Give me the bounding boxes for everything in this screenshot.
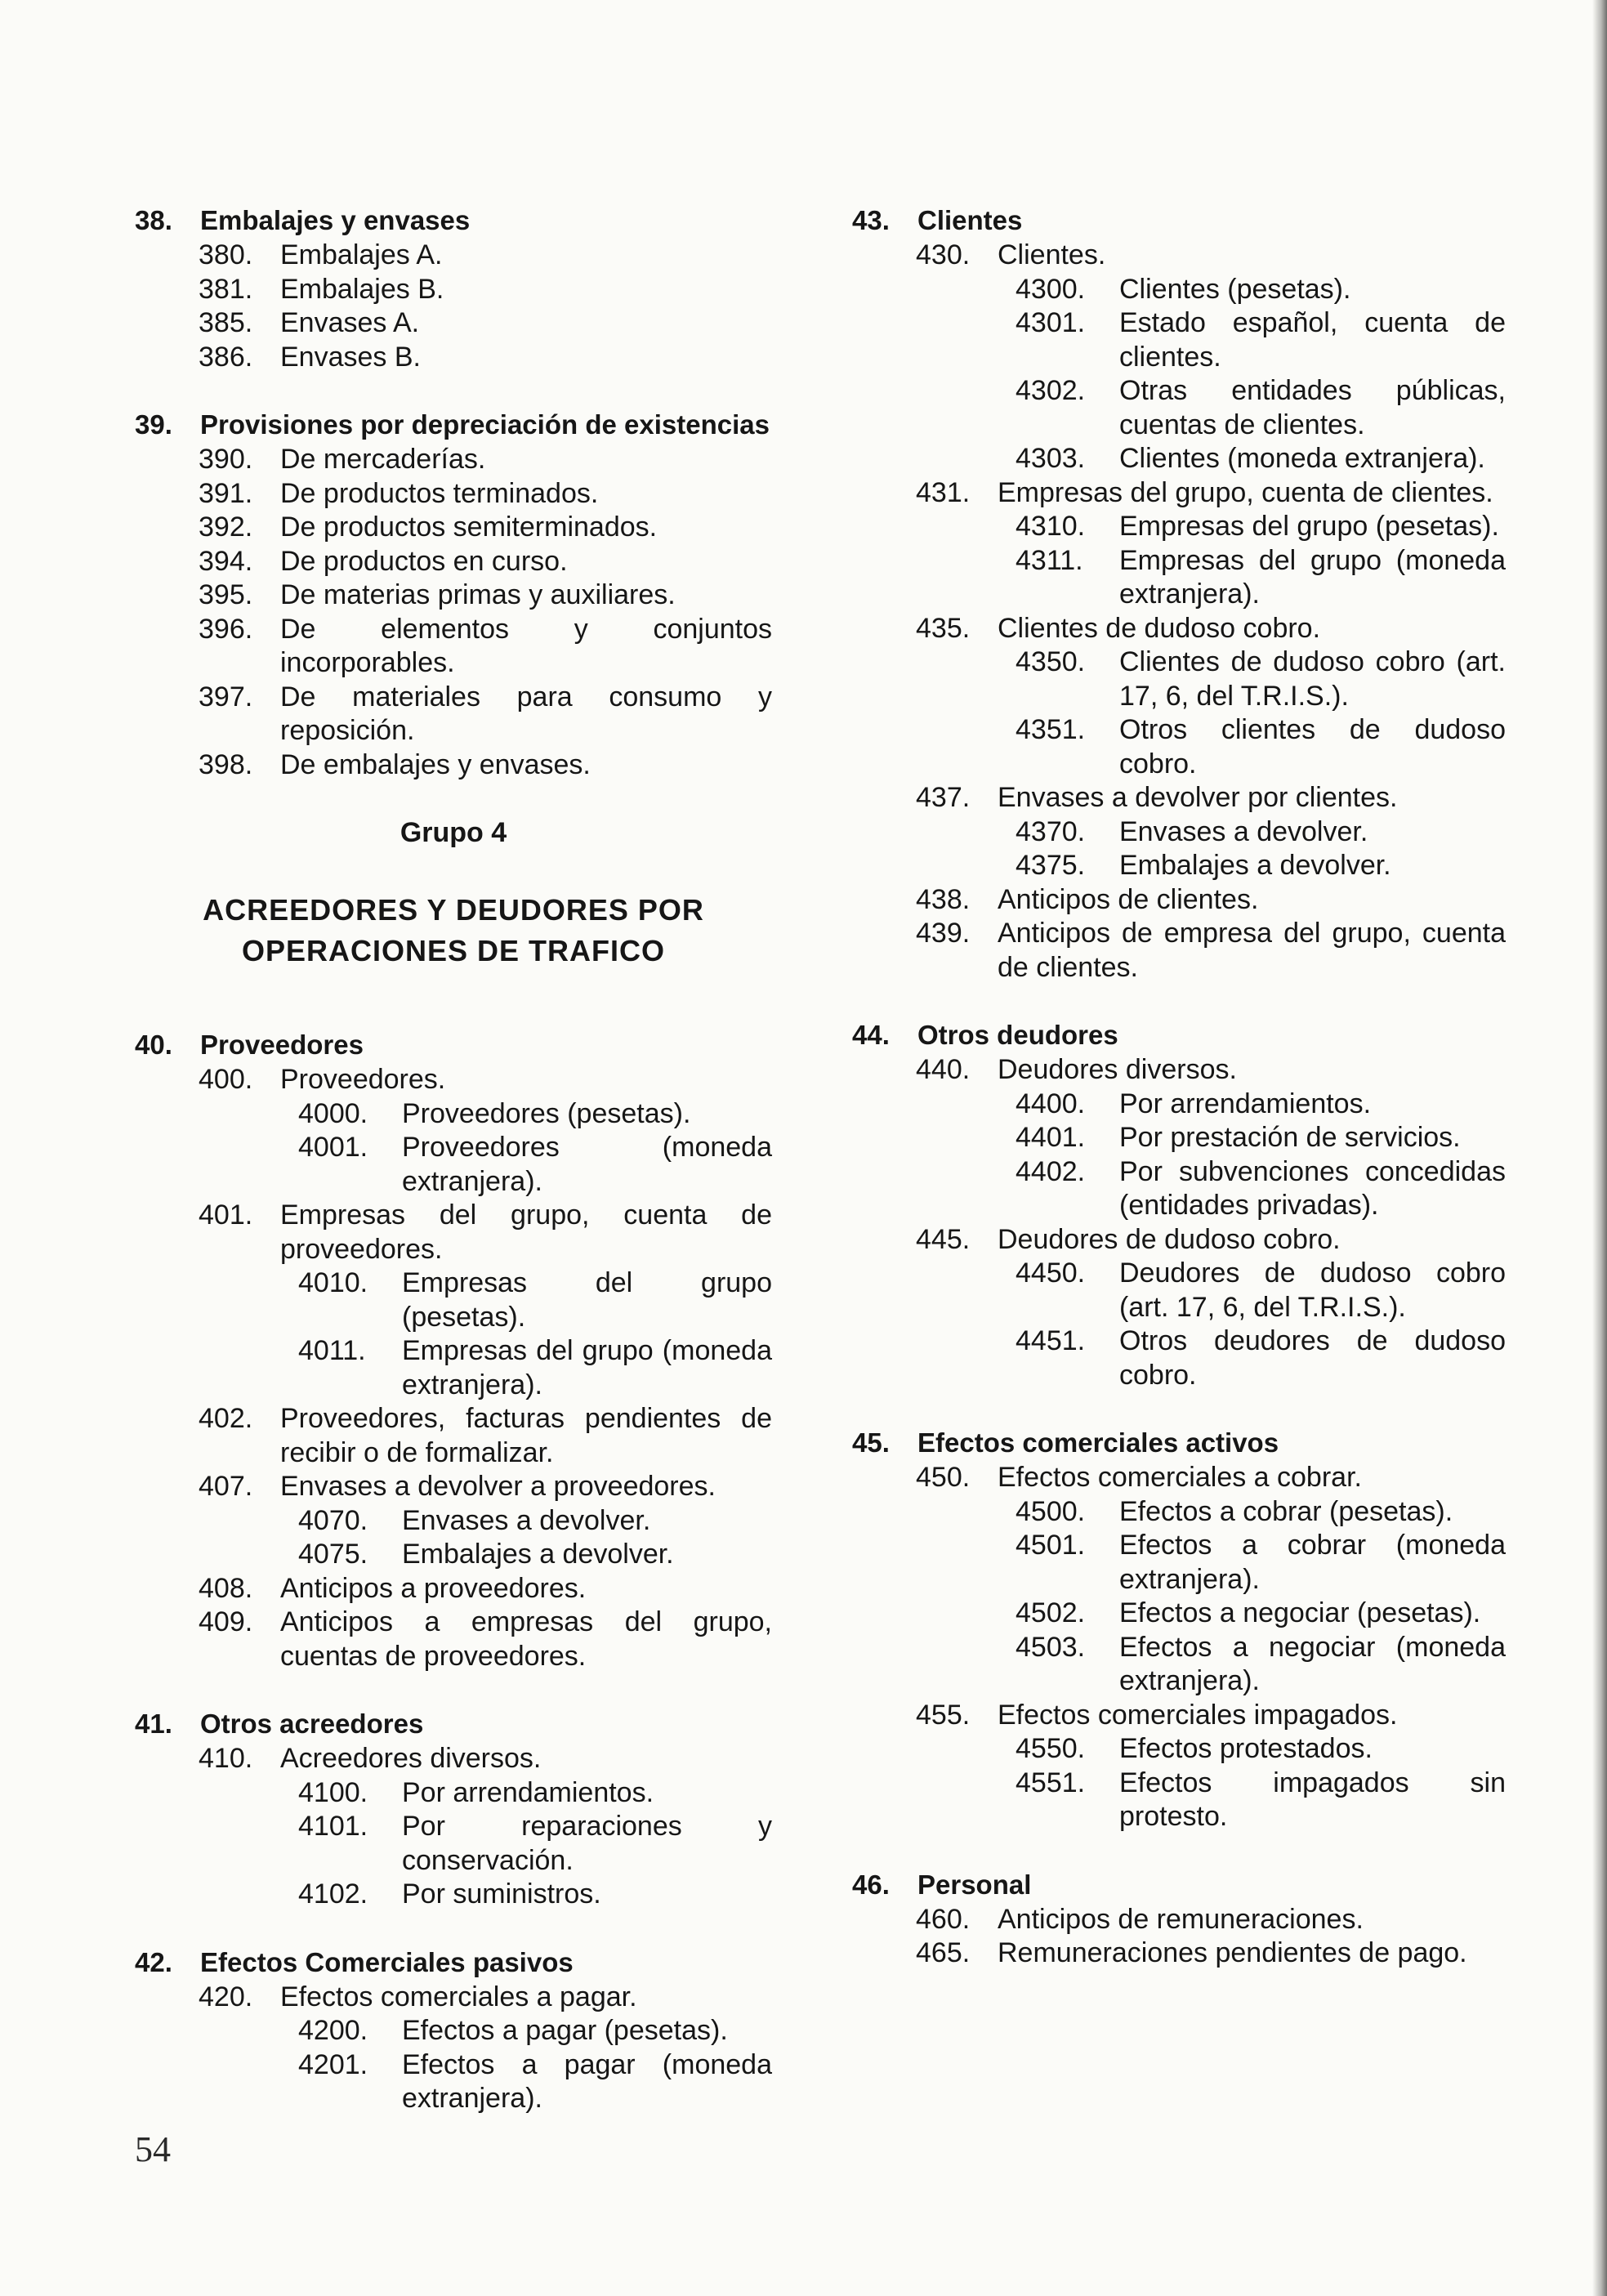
section-number: 39.: [135, 409, 172, 440]
subaccount-entry: [852, 1155, 1506, 1223]
account-name: Clientes de dudoso cobro (art. 17, 6, del T.R.I.S.).: [1119, 646, 1506, 712]
account-name: Envases A.: [280, 307, 420, 338]
account-entry: [852, 1223, 1506, 1257]
account-code: 4302.: [1016, 375, 1086, 406]
account-name: Anticipos a empresas del grupo, cuentas de proveedores.: [280, 1606, 772, 1672]
account-name: Efectos a cobrar (moneda extranjera).: [1119, 1530, 1506, 1595]
account-code: 4503.: [1016, 1631, 1086, 1663]
account-code: 4100.: [298, 1776, 368, 1808]
account-entry: [852, 1903, 1506, 1937]
subaccount-entry: [135, 1810, 772, 1878]
page-number: 54: [135, 2129, 171, 2169]
account-code: 402.: [199, 1403, 253, 1434]
account-name: Proveedores (pesetas).: [402, 1097, 691, 1129]
account-name: De productos en curso.: [280, 545, 568, 577]
account-code: 4075.: [298, 1539, 368, 1570]
account-section: [135, 1708, 772, 1912]
account-name: Deudores de dudoso cobro (art. 17, 6, del T.R.I.S.).: [1119, 1257, 1506, 1323]
subaccount-entry: [852, 1597, 1506, 1631]
account-code: 460.: [916, 1903, 971, 1935]
account-name: Proveedores, facturas pendientes de recibir o de formalizar.: [280, 1403, 772, 1468]
account-entry: [852, 612, 1506, 646]
account-code: 385.: [199, 307, 253, 338]
left-column: [135, 204, 772, 2151]
subaccount-entry: [852, 1121, 1506, 1155]
account-name: Por subvenciones concedidas (entidades privadas).: [1119, 1155, 1506, 1221]
account-name: Efectos protestados.: [1119, 1733, 1373, 1764]
account-name: De materiales para consumo y reposición.: [280, 681, 772, 746]
account-entry: [135, 1470, 772, 1504]
subaccount-entry: [852, 544, 1506, 612]
section-number: 38.: [135, 205, 172, 235]
account-code: 4201.: [298, 2048, 368, 2080]
account-code: 4303.: [1016, 443, 1086, 474]
subaccount-entry: [852, 510, 1506, 544]
subaccount-entry: [852, 1324, 1506, 1392]
account-name: Proveedores.: [280, 1064, 446, 1095]
account-code: 450.: [916, 1462, 971, 1493]
account-code: 4010.: [298, 1267, 368, 1298]
account-code: 390.: [199, 444, 253, 475]
section-number: 40.: [135, 1030, 172, 1060]
section-heading: [852, 1869, 1506, 1903]
account-code: 380.: [199, 239, 253, 270]
account-name: Anticipos a proveedores.: [280, 1572, 587, 1604]
account-code: 392.: [199, 511, 253, 543]
account-code: 4200.: [298, 2015, 368, 2046]
account-code: 410.: [199, 1743, 253, 1774]
subaccount-entry: [135, 1878, 772, 1912]
account-code: 445.: [916, 1223, 971, 1255]
account-name: Embalajes a devolver.: [402, 1539, 674, 1570]
account-code: 4375.: [1016, 850, 1086, 881]
account-entry: [135, 511, 772, 545]
account-entry: [135, 1199, 772, 1266]
subaccount-entry: [135, 1266, 772, 1334]
account-entry: [135, 1981, 772, 2015]
account-code: 440.: [916, 1054, 971, 1085]
account-name: Empresas del grupo (moneda extranjera).: [402, 1335, 772, 1400]
account-entry: [852, 1699, 1506, 1733]
account-name: Otros clientes de dudoso cobro.: [1119, 714, 1506, 779]
account-code: 398.: [199, 748, 253, 780]
account-code: 4310.: [1016, 511, 1086, 542]
account-section: [135, 1029, 772, 1673]
account-name: Otros deudores de dudoso cobro.: [1119, 1325, 1506, 1391]
account-entry: [135, 1402, 772, 1470]
account-entry: [852, 1053, 1506, 1088]
account-name: Por arrendamientos.: [1119, 1088, 1372, 1119]
group-subtitle-line1: ACREEDORES Y DEUDORES POR: [203, 893, 704, 927]
account-code: 438.: [916, 883, 971, 915]
subaccount-entry: [852, 1495, 1506, 1530]
subaccount-entry: [135, 1097, 772, 1132]
account-entry: [135, 613, 772, 681]
subaccount-entry: [852, 1088, 1506, 1122]
account-code: 386.: [199, 341, 253, 373]
account-name: Envases a devolver.: [1119, 815, 1368, 847]
subaccount-entry: [852, 1257, 1506, 1324]
section-heading: [135, 1708, 772, 1742]
account-entry: [135, 1572, 772, 1606]
account-entry: [135, 477, 772, 511]
account-section: [135, 409, 772, 782]
account-code: 401.: [199, 1199, 253, 1231]
section-number: 45.: [852, 1427, 890, 1458]
group-title: Grupo 4: [400, 817, 507, 848]
account-name: Por reparaciones y conservación.: [402, 1811, 772, 1876]
account-name: Clientes.: [998, 239, 1106, 270]
section-title: Embalajes y envases: [200, 205, 471, 235]
account-name: De elementos y conjuntos incorporables.: [280, 613, 772, 678]
account-name: Por arrendamientos.: [402, 1776, 654, 1808]
subaccount-entry: [852, 442, 1506, 476]
account-name: Embalajes B.: [280, 273, 444, 305]
section-heading: [135, 1029, 772, 1063]
left-sections-after-group: [135, 1029, 772, 2116]
account-entry: [852, 1936, 1506, 1971]
account-code: 396.: [199, 613, 253, 645]
account-name: Envases a devolver por clientes.: [998, 782, 1398, 813]
account-name: Anticipos de empresa del grupo, cuenta de clientes.: [998, 918, 1506, 983]
subaccount-entry: [852, 1529, 1506, 1597]
account-code: 4350.: [1016, 646, 1086, 677]
account-name: Efectos comerciales a pagar.: [280, 1981, 637, 2012]
section-title: Proveedores: [200, 1030, 364, 1060]
account-entry: [852, 781, 1506, 815]
account-section: [852, 1019, 1506, 1392]
subaccount-entry: [852, 374, 1506, 442]
section-title: Otros acreedores: [200, 1709, 424, 1739]
account-code: 4551.: [1016, 1767, 1086, 1798]
section-number: 42.: [135, 1946, 172, 1977]
account-name: Empresas del grupo (pesetas).: [402, 1267, 772, 1333]
section-heading: [135, 409, 772, 443]
subaccount-entry: [852, 306, 1506, 374]
account-entry: [135, 748, 772, 783]
section-number: 46.: [852, 1869, 890, 1900]
account-code: 4451.: [1016, 1325, 1086, 1356]
account-code: 397.: [199, 681, 253, 712]
account-code: 4370.: [1016, 815, 1086, 847]
account-code: 391.: [199, 477, 253, 509]
account-entry: [135, 1606, 772, 1673]
account-name: Empresas del grupo, cuenta de clientes.: [998, 476, 1493, 508]
account-name: Efectos comerciales a cobrar.: [998, 1462, 1362, 1493]
subaccount-entry: [135, 1131, 772, 1199]
account-name: Efectos a pagar (moneda extranjera).: [402, 2048, 772, 2114]
subaccount-entry: [135, 1776, 772, 1811]
account-name: Estado español, cuenta de clientes.: [1119, 307, 1506, 373]
account-entry: [135, 1063, 772, 1097]
account-code: 439.: [916, 918, 971, 949]
account-code: 4500.: [1016, 1495, 1086, 1527]
account-entry: [135, 273, 772, 307]
account-entry: [135, 578, 772, 613]
account-name: Otras entidades públicas, cuentas de clientes.: [1119, 375, 1506, 440]
account-entry: [135, 443, 772, 477]
account-code: 431.: [916, 476, 971, 508]
account-code: 420.: [199, 1981, 253, 2012]
page-edge-shadow: [1592, 0, 1607, 2296]
account-code: 400.: [199, 1064, 253, 1095]
section-title: Provisiones por depreciación de existencias: [200, 409, 770, 440]
section-heading: [135, 1946, 772, 1981]
account-name: Clientes (moneda extranjera).: [1119, 443, 1485, 474]
account-code: 4070.: [298, 1504, 368, 1536]
account-name: Efectos a cobrar (pesetas).: [1119, 1495, 1453, 1527]
account-name: Anticipos de clientes.: [998, 883, 1259, 915]
account-code: 4301.: [1016, 307, 1086, 338]
subaccount-entry: [135, 2014, 772, 2048]
group-subtitle-line2: OPERACIONES DE TRAFICO: [241, 934, 666, 967]
account-name: Clientes de dudoso cobro.: [998, 612, 1321, 644]
account-section: [852, 1427, 1506, 1834]
section-number: 44.: [852, 1020, 890, 1050]
account-name: Efectos a negociar (moneda extranjera).: [1119, 1631, 1506, 1696]
subaccount-entry: [135, 1334, 772, 1402]
section-number: 43.: [852, 205, 890, 235]
account-name: Remuneraciones pendientes de pago.: [998, 1937, 1467, 1968]
account-name: De mercaderías.: [280, 444, 486, 475]
account-entry: [852, 1461, 1506, 1495]
account-name: De productos terminados.: [280, 477, 599, 509]
subaccount-entry: [852, 815, 1506, 850]
subaccount-entry: [852, 1631, 1506, 1699]
section-heading: [852, 1427, 1506, 1461]
account-section: [135, 1946, 772, 2116]
account-name: Empresas del grupo (moneda extranjera).: [1119, 544, 1506, 610]
account-code: 4001.: [298, 1132, 368, 1163]
account-name: Acreedores diversos.: [280, 1743, 542, 1774]
section-title: Otros deudores: [917, 1020, 1118, 1050]
section-heading: [135, 204, 772, 239]
account-entry: [135, 306, 772, 341]
left-sections-before-group: [135, 204, 772, 782]
account-name: Envases a devolver a proveedores.: [280, 1471, 716, 1502]
account-code: 4502.: [1016, 1597, 1086, 1628]
account-code: 4101.: [298, 1811, 368, 1842]
account-code: 407.: [199, 1471, 253, 1502]
account-name: Empresas del grupo (pesetas).: [1119, 511, 1499, 542]
account-name: Embalajes A.: [280, 239, 443, 270]
account-section: [852, 1869, 1506, 1971]
account-code: 430.: [916, 239, 971, 270]
account-code: 395.: [199, 579, 253, 610]
account-name: De embalajes y envases.: [280, 748, 591, 780]
account-entry: [852, 917, 1506, 985]
account-name: Por suministros.: [402, 1878, 601, 1910]
subaccount-entry: [852, 1767, 1506, 1834]
account-entry: [135, 1742, 772, 1776]
account-name: Proveedores (moneda extranjera).: [402, 1132, 772, 1197]
group-heading: [135, 816, 772, 972]
subaccount-entry: [852, 713, 1506, 781]
account-code: 4450.: [1016, 1257, 1086, 1289]
account-name: Envases B.: [280, 341, 421, 373]
right-column: [852, 204, 1506, 2005]
account-code: 381.: [199, 273, 253, 305]
account-name: De materias primas y auxiliares.: [280, 579, 676, 610]
subaccount-entry: [852, 849, 1506, 883]
account-name: Deudores diversos.: [998, 1054, 1237, 1085]
account-section: [135, 204, 772, 374]
account-code: 4311.: [1016, 544, 1083, 576]
account-entry: [135, 341, 772, 375]
section-title: Personal: [917, 1869, 1032, 1900]
subaccount-entry: [135, 1538, 772, 1572]
account-name: Efectos a negociar (pesetas).: [1119, 1597, 1481, 1628]
account-code: 4400.: [1016, 1088, 1086, 1119]
subaccount-entry: [852, 645, 1506, 713]
section-heading: [852, 1019, 1506, 1053]
account-name: Efectos a pagar (pesetas).: [402, 2015, 728, 2046]
account-code: 435.: [916, 612, 971, 644]
account-name: Anticipos de remuneraciones.: [998, 1903, 1364, 1935]
account-entry: [135, 545, 772, 579]
account-code: 408.: [199, 1572, 253, 1604]
account-entry: [852, 883, 1506, 918]
account-code: 394.: [199, 545, 253, 577]
section-title: Efectos Comerciales pasivos: [200, 1946, 574, 1977]
account-name: Envases a devolver.: [402, 1504, 651, 1536]
account-name: Clientes (pesetas).: [1119, 273, 1351, 305]
account-code: 4000.: [298, 1097, 368, 1129]
account-code: 4300.: [1016, 273, 1086, 305]
account-name: Efectos impagados sin protesto.: [1119, 1767, 1506, 1832]
section-title: Efectos comerciales activos: [917, 1427, 1279, 1458]
account-code: 4550.: [1016, 1733, 1086, 1764]
subaccount-entry: [135, 1504, 772, 1539]
account-code: 4351.: [1016, 714, 1086, 745]
account-code: 437.: [916, 782, 971, 813]
account-entry: [852, 239, 1506, 273]
section-heading: [852, 204, 1506, 239]
account-code: 4102.: [298, 1878, 368, 1910]
account-entry: [135, 681, 772, 748]
section-title: Clientes: [917, 205, 1023, 235]
account-name: Embalajes a devolver.: [1119, 850, 1391, 881]
account-code: 4501.: [1016, 1530, 1086, 1561]
account-name: Efectos comerciales impagados.: [998, 1699, 1398, 1731]
subaccount-entry: [135, 2048, 772, 2116]
account-code: 4401.: [1016, 1122, 1086, 1153]
subaccount-entry: [852, 1732, 1506, 1767]
section-number: 41.: [135, 1709, 172, 1739]
account-entry: [852, 476, 1506, 511]
subaccount-entry: [852, 273, 1506, 307]
account-name: Empresas del grupo, cuenta de proveedores.: [280, 1199, 772, 1265]
account-code: 455.: [916, 1699, 971, 1731]
account-entry: [135, 239, 772, 273]
account-section: [852, 204, 1506, 985]
account-code: 465.: [916, 1937, 971, 1968]
account-code: 4011.: [298, 1335, 366, 1366]
account-name: Por prestación de servicios.: [1119, 1122, 1461, 1153]
account-code: 4402.: [1016, 1155, 1086, 1187]
account-name: De productos semiterminados.: [280, 511, 658, 543]
account-name: Deudores de dudoso cobro.: [998, 1223, 1341, 1255]
account-code: 409.: [199, 1606, 253, 1637]
